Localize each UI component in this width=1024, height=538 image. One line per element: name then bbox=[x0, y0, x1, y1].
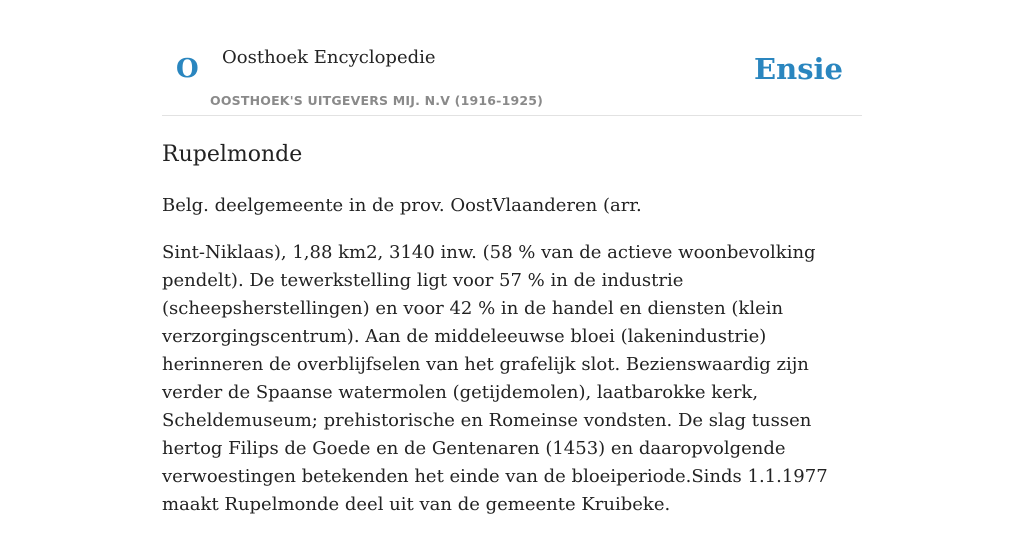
source-title[interactable]: Oosthoek Encyclopedie bbox=[222, 47, 436, 68]
entry-paragraph: Sint-Niklaas), 1,88 km2, 3140 inw. (58 % van de actieve woonbevolking pendelt). De tewerkstelling ligt voor 57 % in de industrie (scheepsherstellingen) en voor 42 % in de handel en diensten (klein verzorgingscentrum). Aan de middeleeuwse bloei (lakenindustrie) herinneren de overblijfselen van het grafelijk slot. Bezienswaardig zijn verder de Spaanse watermolen (getijdemolen), laatbarokke kerk, Scheldemuseum; prehistorische en Romeinse vondsten. De slag tussen hertog Filips de Goede en de Gentenaren (1453) en daaropvolgende verwoestingen betekenden het einde van de bloeiperiode.Sinds 1.1.1977 maakt Rupelmonde deel uit van de gemeente Kruibeke. bbox=[162, 242, 828, 515]
entry-paragraph: Belg. deelgemeente in de prov. OostVlaanderen (arr. bbox=[162, 195, 642, 216]
source-logo[interactable]: O bbox=[176, 54, 199, 84]
source-header bbox=[162, 0, 862, 116]
entry-body bbox=[162, 192, 862, 538]
page bbox=[162, 0, 862, 515]
source-subtitle: OOSTHOEK'S UITGEVERS MIJ. N.V (1916-1925) bbox=[210, 93, 544, 108]
brand-logo[interactable]: Ensie bbox=[754, 52, 843, 86]
entry-title: Rupelmonde bbox=[162, 142, 303, 167]
